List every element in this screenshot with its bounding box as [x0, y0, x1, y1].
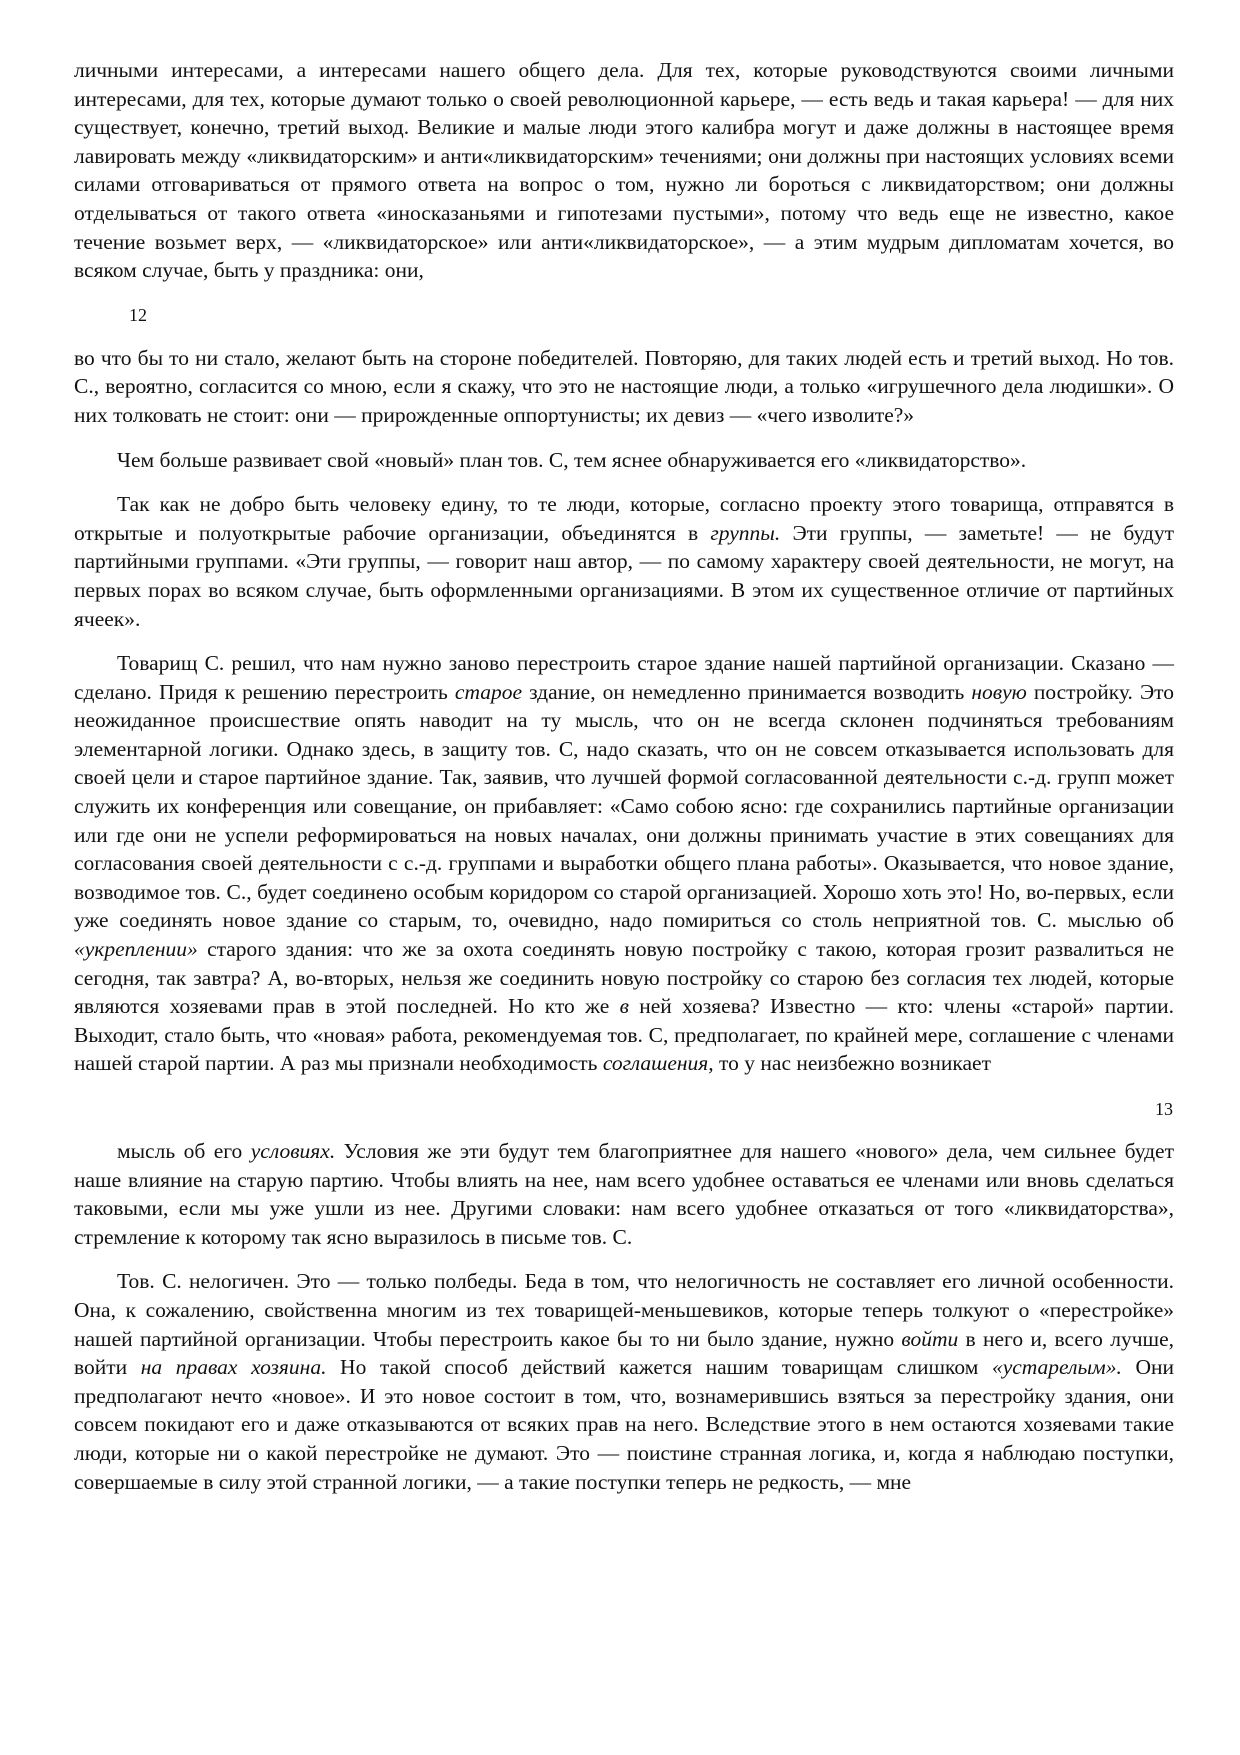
emphasis: старое: [454, 679, 523, 704]
paragraph-text: ней хозяева? Известно — кто: члены «старой» партии. Выходит, стало быть, что «новая» работа, рекомендуемая тов. С, предполагает, по крайней мере, соглашение с членами нашей старой партии. А раз мы признали необходимость: [74, 994, 1175, 1076]
paragraph-text: то у нас неизбежно возникает: [713, 1051, 991, 1076]
emphasis: «устарелым».: [991, 1355, 1122, 1380]
page-number-12: 12: [129, 304, 147, 325]
paragraph-continued: [74, 56, 1174, 285]
paragraph-text: Товарищ С. решил, что нам нужно заново перестроить старое здание нашей партийной организации. Сказано — сделано. Придя к решению перестроить: [74, 651, 1174, 704]
paragraph-text: Они предполагают нечто «новое». И это новое состоит в том, что, вознамерившись взяться за перестройку здания, они совсем покидают его и даже отказываются от всяких прав на него. Вследствие этого в нем остаются хозяевами такие люди, которые ни о какой перестройке не думают. Это — поистине странная логика, и, когда я наблюдаю поступки, совершаемые в силу этой странной логики, — а такие поступки теперь не редкость, — мне: [74, 1355, 1174, 1494]
emphasis: войти: [901, 1326, 959, 1351]
paragraph-text: Тов. С. нелогичен. Это — только полбеды. Беда в том, что нелогичность не составляет его личной особенности. Она, к сожалению, свойственна многим из тех товарищей-меньшевиков, которые теперь толкуют о «перестройке» нашей партийной организации. Чтобы перестроить какое бы то ни было здание, нужно: [74, 1269, 1174, 1351]
paragraph: [74, 490, 1174, 633]
paragraph-text: здание, он немедленно принимается возводить: [522, 679, 972, 704]
paragraph: [74, 649, 1174, 1078]
paragraph: [74, 1267, 1174, 1496]
emphasis: условиях.: [250, 1139, 336, 1163]
paragraph-text: личными интересами, а интересами нашего общего дела. Для тех, которые руководствуются своими личными интересами, для тех, которые думают только о своей революционной карьере, — есть ведь и такая карьера! — для них существует, конечно, третий выход. Великие и малые люди этого калибра могут и даже должны в настоящее время лавировать между «ликвидаторским» и анти«ликвидаторским» течениями; они должны при настоящих условиях всеми силами отговариваться от прямого ответа на вопрос о том, нужно ли бороться с ликвидаторством; они должны отделываться от такого ответа «иносказаньями и гипотезами пустыми», потому что ведь еще не известно, какое течение возьмет верх, — «ликвидаторское» или анти«ликвидаторское», — а этим мудрым дипломатам хочется, во всяком случае, быть у праздника: они,: [74, 58, 1174, 283]
emphasis: соглашения,: [602, 1051, 714, 1076]
paragraph-text: старого здания: что же за охота соединять новую постройку с такою, которая грозит развалиться не сегодня, так завтра? А, во-вторых, нельзя же соединить новую постройку со старою без согласия тех людей, которые являются хозяевами прав в этой последней. Но кто же: [74, 937, 1174, 1019]
paragraph: [74, 1137, 1174, 1251]
emphasis: на правах хозяина.: [140, 1355, 327, 1380]
emphasis: «укреплении»: [74, 937, 198, 962]
paragraph-text: Чем больше развивает свой «новый» план тов. С, тем яснее обнаруживается его «ликвидаторство».: [117, 447, 1027, 472]
paragraph-text: мысль об его: [117, 1139, 251, 1163]
paragraph: [74, 446, 1174, 475]
paragraph: [74, 344, 1174, 430]
paragraph-text: Условия же эти будут тем благоприятнее для нашего «нового» дела, чем сильнее будет наше влияние на старую партию. Чтобы влиять на нее, нам всего удобнее оставаться ее членами или вновь сделаться таковыми, если мы уже ушли из нее. Другими словаки: нам всего удобнее отказаться от того «ликвидаторства», стремление к которому так ясно выразилось в письме тов. С.: [74, 1139, 1174, 1249]
paragraph-text: в него и, всего лучше, войти: [74, 1326, 1174, 1380]
page-number-13: 13: [1155, 1099, 1173, 1119]
emphasis: новую: [971, 679, 1027, 704]
paragraph-text: во что бы то ни стало, желают быть на стороне победителей. Повторяю, для таких людей есть и третий выход. Но тов. С., вероятно, согласится со мною, если я скажу, что это не настоящие люди, а только «игрушечного дела людишки». О них толковать не стоит: они — прирожденные оппортунисты; их девиз — «чего изволите?»: [74, 345, 1174, 427]
paragraph-text: Но такой способ действий кажется нашим товарищам слишком: [326, 1355, 992, 1380]
paragraph-text: постройку. Это неожиданное происшествие опять наводит на ту мысль, что он не всегда склонен подчиняться требованиям элементарной логики. Однако здесь, в защиту тов. С, надо сказать, что он не совсем отказывается использовать для своей цели и старое партийное здание. Так, заявив, что лучшей формой согласованной деятельности с.-д. групп может служить их конференция или совещание, он прибавляет: «Само собою ясно: где сохранились партийные организации или где они не успели реформироваться на новых началах, они должны принимать участие в этих совещаниях для согласования своей деятельности с с.-д. группами и выработки общего плана работы». Оказывается, что новое здание, возводимое тов. С., будет соединено особым коридором со старой организацией. Хорошо хоть это! Но, во-первых, если уже соединять новое здание со старым, то, очевидно, надо помириться со столь неприятной тов. С. мыслью об: [74, 679, 1175, 933]
paragraph-text: Эти группы, — заметьте! — не будут партийными группами. «Эти группы, — говорит наш автор, — по самому характеру своей деятельности, не могут, на первых порах во всяком случае, быть оформленными организациями. В этом их существенное отличие от партийных ячеек».: [74, 520, 1174, 631]
document-page: [74, 56, 1174, 1496]
paragraph-text: Так как не добро быть человеку едину, то те люди, которые, согласно проекту этого товарища, отправятся в открытые и полуоткрытые рабочие организации, объединятся в: [74, 492, 1174, 545]
emphasis: в: [619, 994, 629, 1019]
emphasis: группы.: [710, 520, 781, 545]
